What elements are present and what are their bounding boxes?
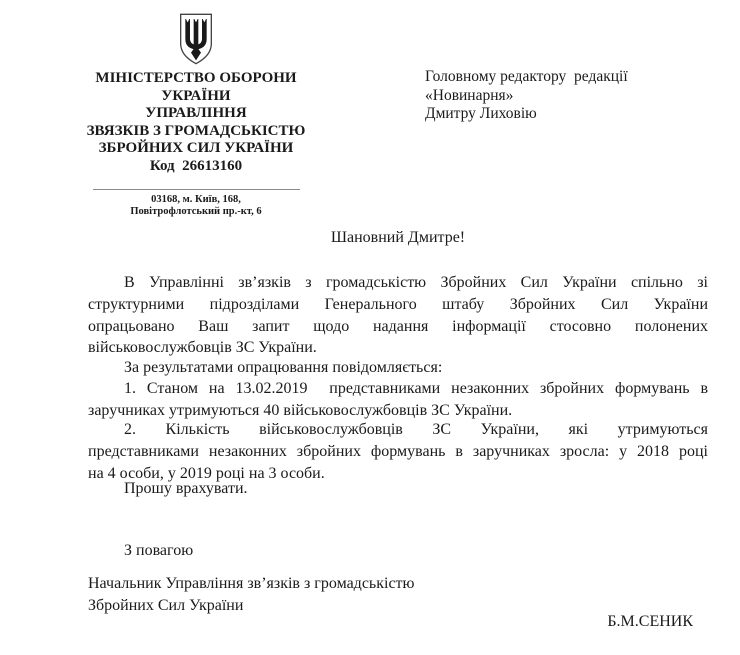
signer-name: Б.М.СЕНИК bbox=[607, 613, 693, 630]
body-line: військовослужбовців ЗС України. bbox=[88, 339, 317, 357]
org-name bbox=[57, 70, 335, 175]
salutation: Шановний Дмитре! bbox=[330, 229, 466, 246]
signer-title-line: Начальник Управління зв’язків з громадськістю bbox=[88, 575, 415, 592]
body-line: представниками незаконних збройних формувань в заручниках зросла: у 2018 році bbox=[88, 442, 708, 460]
org-name-line: УПРАВЛІННЯ bbox=[145, 105, 247, 121]
body-line: За результатами опрацювання повідомляється: bbox=[124, 359, 443, 376]
letterhead bbox=[57, 12, 335, 217]
addressee-line: «Новинарня» bbox=[425, 86, 514, 104]
org-name-line: МІНІСТЕРСТВО ОБОРОНИ bbox=[95, 70, 297, 86]
body-line: опрацьовано Ваш запит щодо надання інформації стосовно полонених bbox=[88, 317, 708, 335]
addressee-line: Головному редактору редакції bbox=[425, 68, 628, 85]
org-address-line: Повітрофлотський пр.-кт, 6 bbox=[130, 205, 262, 217]
closing-phrase: З повагою bbox=[124, 542, 194, 559]
ukraine-trident-coat-of-arms-icon bbox=[176, 12, 216, 66]
org-name-line: ЗВЯЗКІВ З ГРОМАДСЬКІСТЮ bbox=[86, 122, 306, 139]
body-line: Прошу врахувати. bbox=[124, 480, 248, 497]
body-line: 1. Станом на 13.02.2019 представниками незаконних збройних формувань в bbox=[124, 380, 708, 397]
paragraph-request bbox=[88, 478, 708, 500]
addressee-block bbox=[425, 68, 628, 124]
letterhead-divider bbox=[93, 189, 300, 190]
body-line: заручниках утримуються 40 військовослужбовців ЗС України. bbox=[88, 401, 513, 419]
org-name-line: ЗБРОЙНИХ СИЛ УКРАЇНИ bbox=[98, 140, 294, 156]
paragraph-results bbox=[88, 357, 708, 379]
paragraph-item-2 bbox=[88, 419, 708, 484]
body-line: на 4 особи, у 2019 році на 3 особи. bbox=[88, 464, 325, 482]
org-name-line: УКРАЇНИ bbox=[161, 87, 231, 104]
org-address-line: 03168, м. Київ, 168, bbox=[151, 194, 241, 205]
addressee-line: Дмитру Лиховію bbox=[425, 105, 537, 122]
paragraph-item-1 bbox=[88, 378, 708, 422]
org-address bbox=[57, 194, 335, 217]
body-line: 2. Кількість військовослужбовців ЗС України, які утримуються bbox=[124, 421, 708, 438]
signer-title-line: Збройних Сил України bbox=[88, 596, 244, 614]
body-line: структурними підрозділами Генерального штабу Збройних Сил України bbox=[88, 295, 708, 313]
paragraph-intro bbox=[88, 272, 708, 359]
body-line: В Управлінні зв’язків з громадськістю Збройних Сил України спільно зі bbox=[124, 274, 708, 291]
org-code: Код 26613160 bbox=[149, 157, 243, 174]
